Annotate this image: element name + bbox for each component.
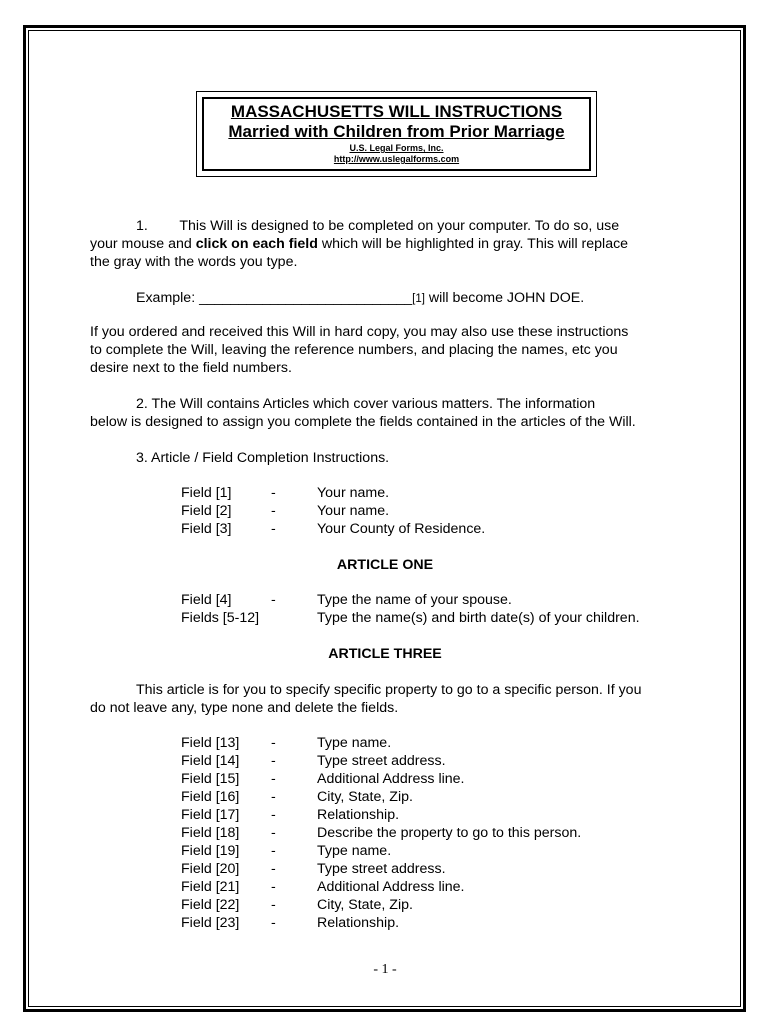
- field-dash: -: [271, 915, 276, 931]
- para2-line3: desire next to the field numbers.: [90, 360, 292, 376]
- example-label: Example: ___________________________: [136, 290, 413, 306]
- title-box: [202, 97, 591, 171]
- para1-line2-bold: click on each field: [195, 236, 318, 252]
- example-line: [136, 289, 584, 308]
- field-description: Describe the property to go to this person.: [317, 825, 582, 841]
- example-ref: [1]: [412, 293, 425, 305]
- article-three-heading: ARTICLE THREE: [328, 646, 442, 662]
- company-name: U.S. Legal Forms, Inc.: [349, 143, 444, 153]
- field-dash: -: [271, 807, 276, 823]
- field-description: Your name.: [317, 503, 390, 519]
- field-label: Field [20]: [181, 861, 240, 877]
- field-dash: -: [271, 592, 276, 608]
- para2-line1: If you ordered and received this Will in hard copy, you may also use these instructions: [90, 324, 629, 340]
- field-description: City, State, Zip.: [317, 789, 413, 805]
- field-dash: -: [271, 861, 276, 877]
- example-tail: will become JOHN DOE.: [424, 290, 585, 306]
- field-description: Type the name of your spouse.: [317, 592, 512, 608]
- field-description: Your name.: [317, 485, 390, 501]
- field-description: Type street address.: [317, 861, 446, 877]
- company-url[interactable]: http://www.uslegalforms.com: [333, 154, 460, 164]
- field-label: Field [3]: [181, 521, 232, 537]
- field-description: Relationship.: [317, 915, 400, 931]
- field-label: Fields [5-12]: [181, 610, 260, 626]
- field-dash: -: [271, 485, 276, 501]
- field-dash: -: [271, 843, 276, 859]
- field-label: Field [21]: [181, 879, 240, 895]
- para5-line2: do not leave any, type none and delete the fields.: [90, 700, 399, 716]
- field-dash: -: [271, 521, 276, 537]
- para2-line2: to complete the Will, leaving the reference numbers, and placing the names, etc you: [90, 342, 618, 358]
- field-dash: -: [271, 897, 276, 913]
- field-dash: -: [271, 879, 276, 895]
- para3-line1: 2. The Will contains Articles which cover various matters. The information: [136, 396, 596, 412]
- field-description: Relationship.: [317, 807, 400, 823]
- para4-line: 3. Article / Field Completion Instructions.: [136, 450, 390, 466]
- field-description: Type name.: [317, 843, 392, 859]
- field-dash: -: [271, 771, 276, 787]
- field-label: Field [14]: [181, 753, 240, 769]
- field-dash: -: [271, 825, 276, 841]
- page-number: - 1 -: [373, 962, 397, 977]
- field-dash: -: [271, 735, 276, 751]
- para1-line3: the gray with the words you type.: [90, 254, 298, 270]
- field-description: Type name.: [317, 735, 392, 751]
- field-description: Additional Address line.: [317, 771, 465, 787]
- document-title: MASSACHUSETTS WILL INSTRUCTIONS: [230, 102, 563, 121]
- field-label: Field [4]: [181, 592, 232, 608]
- field-label: Field [22]: [181, 897, 240, 913]
- para1-line2-pre: your mouse and: [90, 236, 196, 252]
- para1-line2-post: which will be highlighted in gray. This will replace: [317, 236, 629, 252]
- para1-line2: [90, 235, 628, 253]
- field-label: Field [18]: [181, 825, 240, 841]
- para1-line1: 1. This Will is designed to be completed on your computer. To do so, use: [136, 218, 620, 234]
- field-description: Additional Address line.: [317, 879, 465, 895]
- field-dash: -: [271, 503, 276, 519]
- document-subtitle: Married with Children from Prior Marriage: [228, 122, 565, 141]
- field-description: Type the name(s) and birth date(s) of your children.: [317, 610, 640, 626]
- para3-line2: below is designed to assign you complete the fields contained in the articles of the Will.: [90, 414, 636, 430]
- field-label: Field [19]: [181, 843, 240, 859]
- field-dash: -: [271, 753, 276, 769]
- field-dash: -: [271, 789, 276, 805]
- field-description: Your County of Residence.: [317, 521, 486, 537]
- field-label: Field [23]: [181, 915, 240, 931]
- para5-line1: This article is for you to specify specific property to go to a specific person. If you: [136, 682, 642, 698]
- field-label: Field [1]: [181, 485, 232, 501]
- field-label: Field [13]: [181, 735, 240, 751]
- field-label: Field [2]: [181, 503, 232, 519]
- field-description: City, State, Zip.: [317, 897, 413, 913]
- field-label: Field [16]: [181, 789, 240, 805]
- field-label: Field [15]: [181, 771, 240, 787]
- article-one-heading: ARTICLE ONE: [336, 557, 434, 573]
- field-label: Field [17]: [181, 807, 240, 823]
- field-description: Type street address.: [317, 753, 446, 769]
